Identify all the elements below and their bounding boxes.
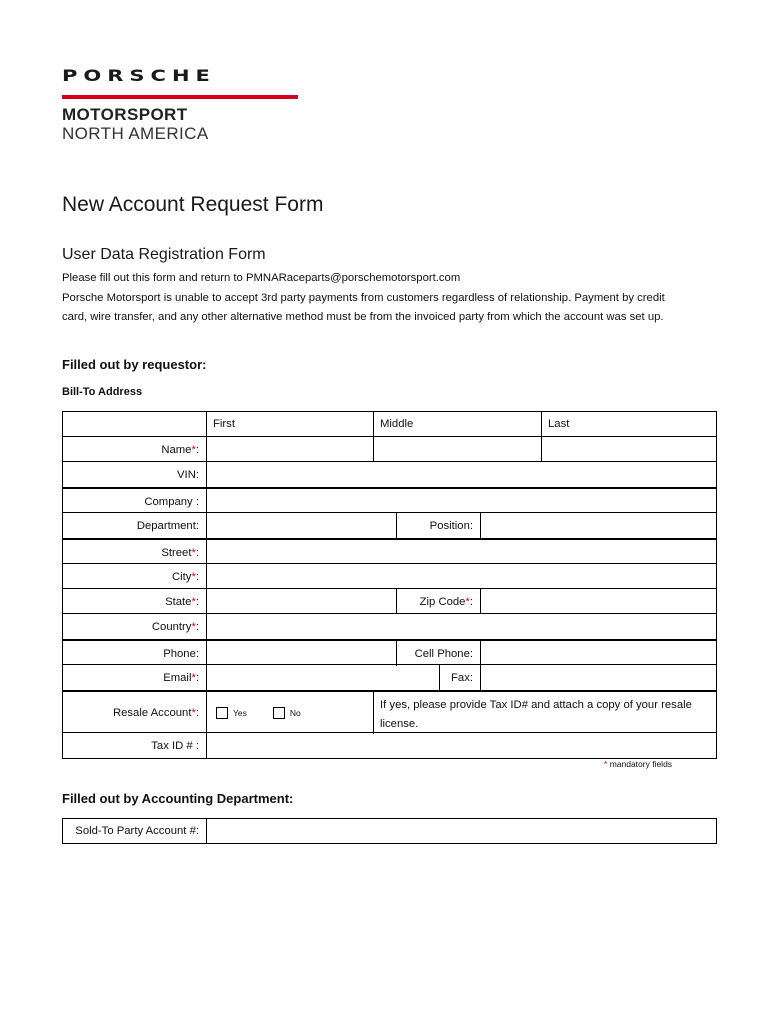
company-label: Company : — [144, 495, 199, 508]
resale-yes-label: Yes — [233, 708, 247, 718]
street-field[interactable] — [206, 540, 716, 565]
phone-label: Phone: — [163, 647, 199, 660]
street-label: Street * : — [161, 546, 199, 559]
country-label: Country * : — [151, 620, 199, 633]
city-label: City * : — [171, 570, 199, 583]
col-last-label: Last — [541, 412, 716, 436]
resale-no-checkbox[interactable] — [273, 707, 285, 719]
department-field[interactable] — [206, 513, 396, 538]
phone-field[interactable] — [206, 641, 396, 666]
state-label: State * : — [165, 595, 199, 608]
department-row — [63, 512, 716, 538]
col-middle-label: Middle — [373, 412, 541, 436]
phone-row — [63, 639, 716, 666]
intro-line-1: Please fill out this form and return to PMNARaceparts@porschemotorsport.com — [62, 272, 461, 284]
resale-row — [63, 690, 716, 734]
state-field[interactable] — [206, 589, 396, 614]
zip-field[interactable] — [480, 589, 716, 614]
sold-to-field[interactable] — [206, 819, 716, 843]
email-field[interactable] — [206, 665, 439, 690]
tax-note-line-2: license. — [380, 718, 419, 730]
vin-row — [63, 461, 716, 487]
tax-id-field[interactable] — [206, 733, 716, 759]
company-field[interactable] — [206, 489, 716, 514]
department-label: Department: — [136, 519, 199, 532]
requestor-heading: Filled out by requestor: — [62, 357, 207, 372]
intro-line-3: card, wire transfer, and any other alternative method must be from the invoiced party from which the account was set up. — [62, 311, 664, 323]
position-field[interactable] — [480, 513, 716, 538]
accounting-heading: Filled out by Accounting Department: — [62, 791, 294, 806]
tax-note — [373, 692, 716, 734]
name-row — [63, 436, 716, 462]
name-header-row — [63, 412, 716, 436]
brand-red-line — [62, 95, 298, 99]
tax-id-label: Tax ID # : — [151, 740, 199, 752]
cell-phone-field[interactable] — [480, 641, 716, 666]
city-row — [63, 563, 716, 589]
request-table — [62, 411, 717, 759]
accounting-table — [62, 818, 717, 844]
street-row — [63, 538, 716, 565]
middle-name-field[interactable] — [373, 437, 541, 462]
last-name-field[interactable] — [541, 437, 716, 462]
vin-label: VIN: — [177, 468, 199, 481]
sold-to-label: Sold-To Party Account #: — [75, 825, 199, 837]
country-row — [63, 613, 716, 639]
resale-yes-checkbox[interactable] — [216, 707, 228, 719]
tax-note-line-1: If yes, please provide Tax ID# and attach a copy of your resale — [380, 699, 692, 711]
zip-label: Zip Code * : — [396, 589, 480, 614]
fax-label: Fax: — [439, 665, 480, 690]
tax-id-row — [63, 732, 716, 759]
email-label: Email * : — [163, 671, 199, 684]
col-first-label: First — [206, 412, 373, 436]
brand-north-america: NORTH AMERICA — [62, 124, 209, 143]
state-row — [63, 588, 716, 614]
page-title: New Account Request Form — [62, 193, 324, 216]
brand-motorsport: MOTORSPORT — [62, 105, 188, 124]
cell-phone-label: Cell Phone: — [396, 641, 480, 666]
intro-line-2: Porsche Motorsport is unable to accept 3rd party payments from customers regardless of relationship. Payment by credit — [62, 292, 665, 304]
porsche-wordmark: PORSCHE — [62, 66, 216, 85]
fax-field[interactable] — [480, 665, 716, 690]
city-field[interactable] — [206, 564, 716, 589]
company-row — [63, 487, 716, 514]
email-row — [63, 664, 716, 690]
sold-to-row — [63, 819, 716, 843]
resale-label: Resale Account * : — [112, 707, 199, 719]
mandatory-note: * mandatory fields — [604, 759, 673, 769]
resale-options — [206, 692, 373, 734]
position-label: Position: — [396, 513, 480, 538]
vin-field[interactable] — [206, 462, 716, 487]
name-label: Name * : — [161, 443, 199, 456]
first-name-field[interactable] — [206, 437, 373, 462]
country-field[interactable] — [206, 614, 716, 639]
form-subtitle: User Data Registration Form — [62, 246, 266, 263]
resale-no-label: No — [289, 708, 301, 718]
bill-to-heading: Bill-To Address — [62, 386, 143, 398]
